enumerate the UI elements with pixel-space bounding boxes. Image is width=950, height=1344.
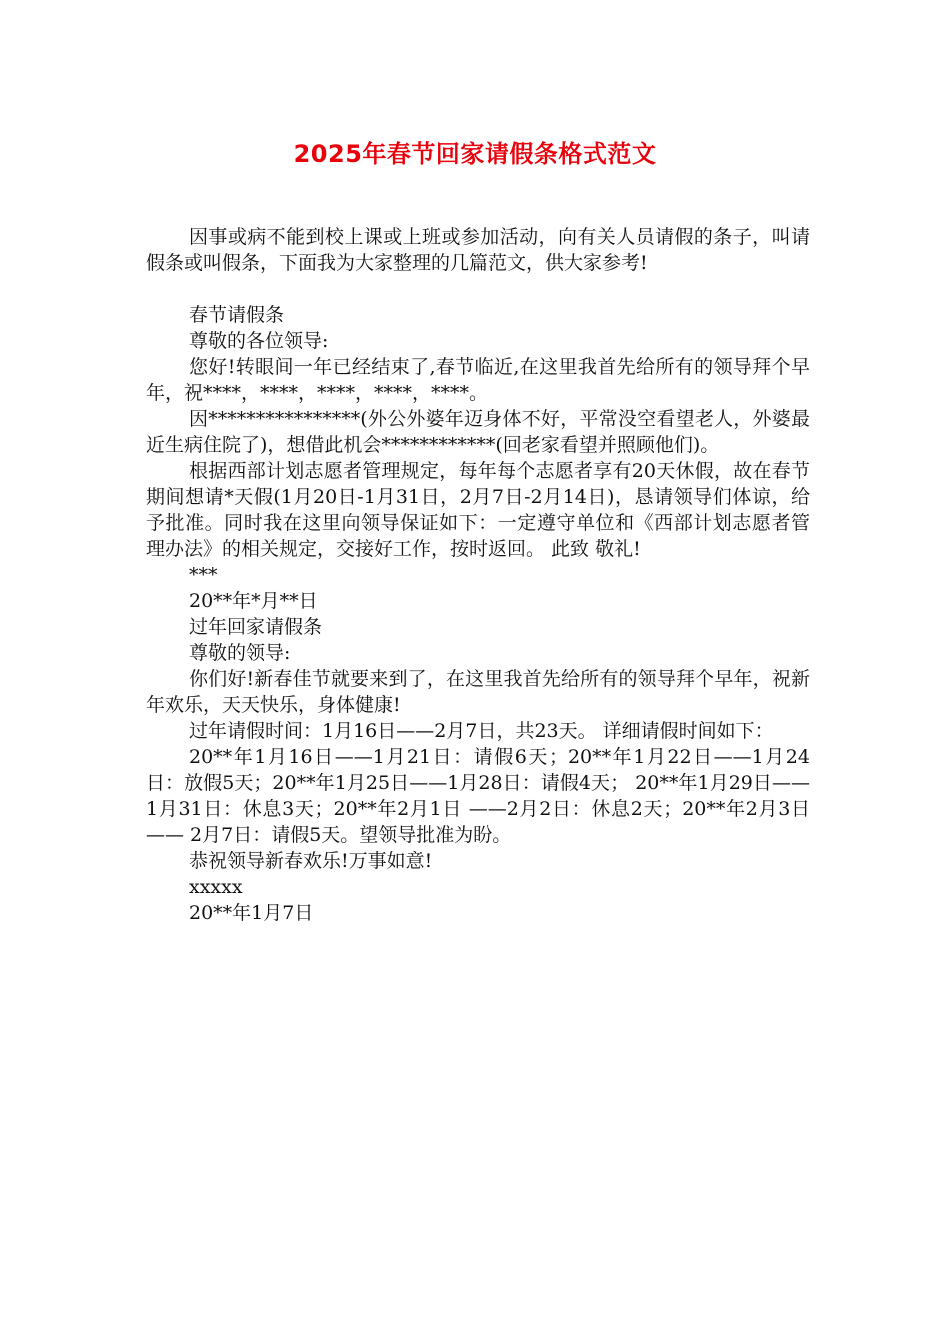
salutation-2: 尊敬的领导:: [189, 642, 291, 664]
signature-2: xxxxx: [189, 876, 243, 898]
closing-wishes: 恭祝领导新春欢乐!万事如意!: [189, 850, 433, 872]
greeting-paragraph: 您好!转眼间一年已经结束了,春节临近,在这里我首先给所有的领导拜个早年，祝****，****，****，****，****。: [146, 356, 810, 404]
document-title: 2025年春节回家请假条格式范文: [293, 140, 657, 168]
date-line: 20**年*月**日: [189, 590, 318, 612]
salutation: 尊敬的各位领导:: [189, 330, 329, 352]
date-line-2: 20**年1月7日: [189, 902, 314, 924]
leave-period-paragraph: 过年请假时间：1月16日——2月7日，共23天。 详细请假时间如下：: [189, 720, 774, 742]
request-paragraph: 根据西部计划志愿者管理规定，每年每个志愿者享有20天休假，故在春节期间想请*天假(1月20日-1月31日，2月7日-2月14日)，恳请领导们体谅，给予批准。同时我在这里向领导保证如下：一定遵守单位和《西部计划志愿者管理办法》的相关规定，交接好工作，按时返回。 此致 敬礼!: [146, 460, 810, 560]
section-heading-spring-festival-leave: 春节请假条: [189, 304, 285, 326]
signature: ***: [189, 564, 218, 586]
section-heading-new-year-leave: 过年回家请假条: [189, 616, 323, 638]
reason-paragraph: 因****************(外公外婆年迈身体不好，平常没空看望老人，外婆最近生病住院了)，想借此机会************(回老家看望并照顾他们)。: [146, 408, 810, 456]
greeting-paragraph-2: 你们好!新春佳节就要来到了，在这里我首先给所有的领导拜个早年，祝新年欢乐，天天快乐，身体健康!: [146, 668, 810, 716]
document-body: [146, 224, 810, 926]
leave-schedule-paragraph: 20**年1月16日——1月21日：请假6天；20**年1月22日——1月24日：放假5天；20**年1月25日——1月28日：请假4天； 20**年1月29日——1月31日：休息3天；20**年2月1日 ——2月2日：休息2天；20**年2月3日 —— 2月7日：请假5天。望领导批准为盼。: [146, 746, 810, 846]
intro-paragraph: 因事或病不能到校上课或上班或参加活动，向有关人员请假的条子，叫请假条或叫假条，下面我为大家整理的几篇范文，供大家参考!: [146, 226, 810, 274]
